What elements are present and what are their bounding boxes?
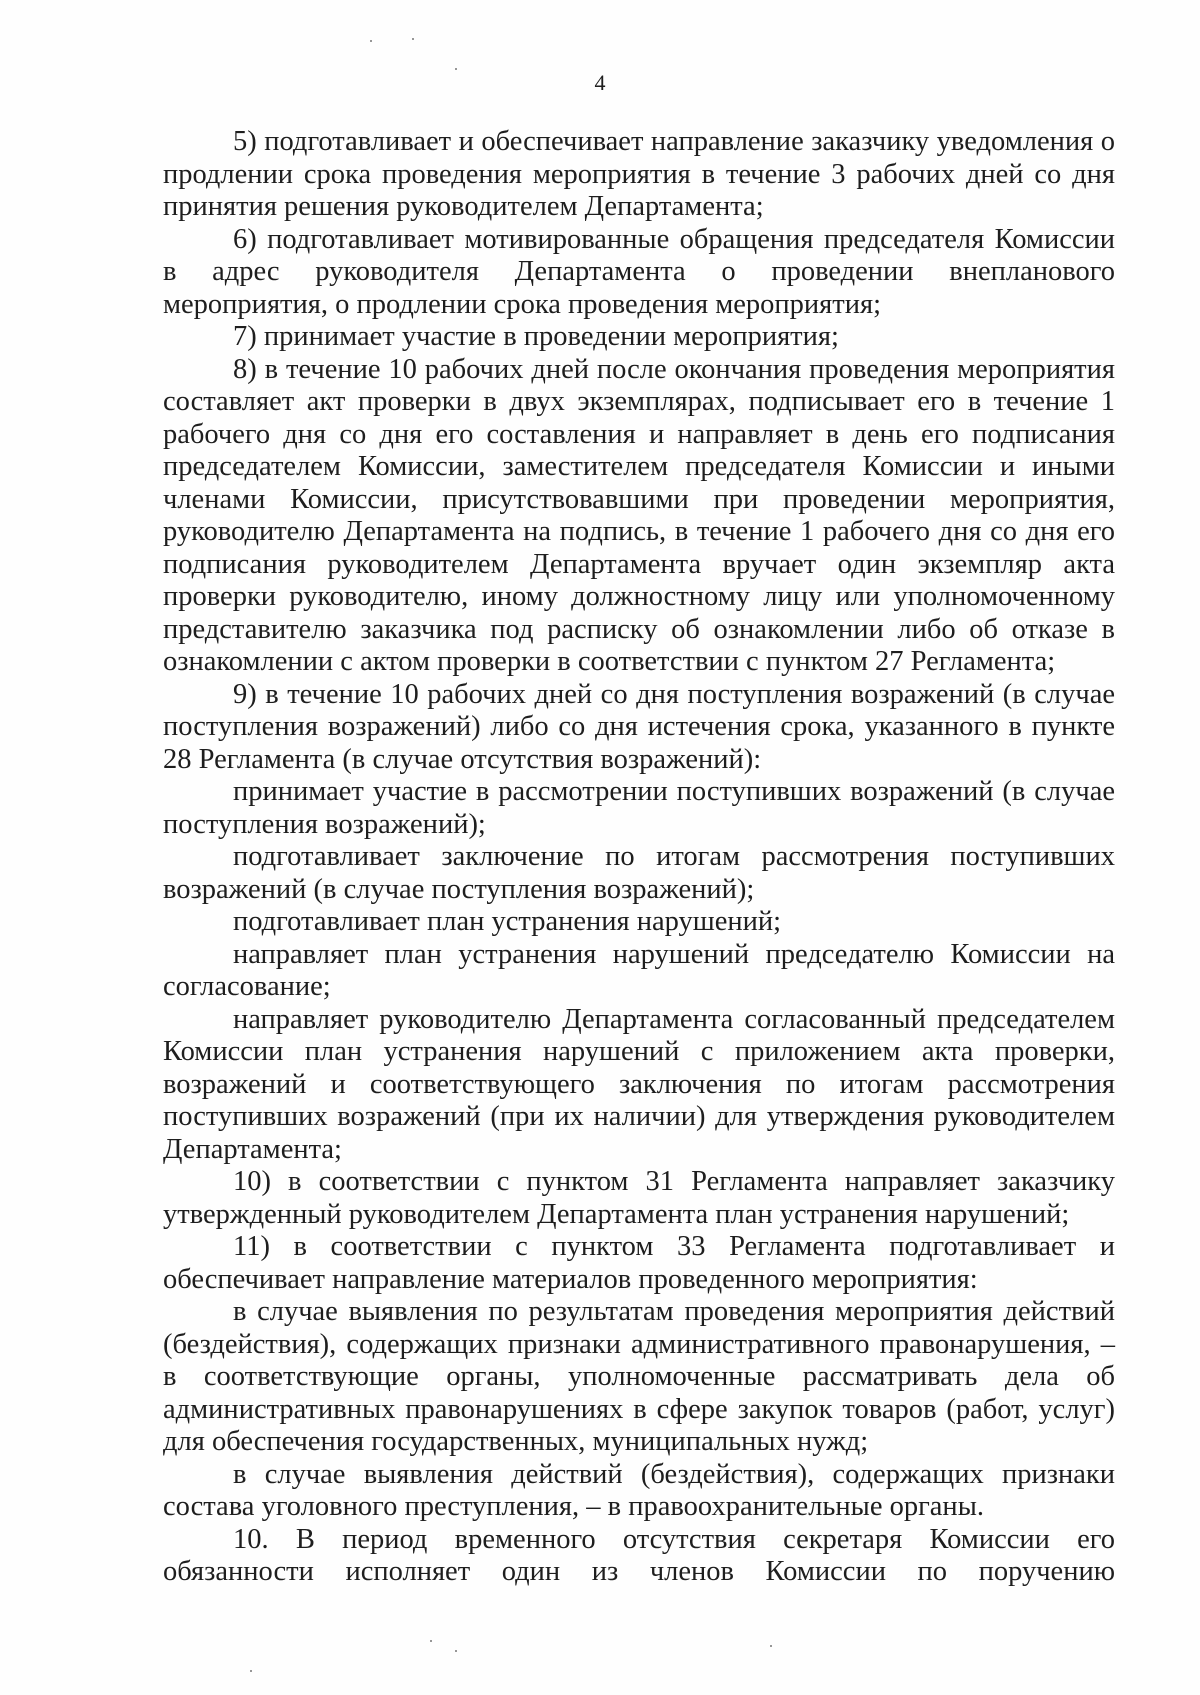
paragraph-subitem-plan: подготавливает план устранения нарушений;: [233, 906, 782, 937]
scan-speck: [250, 1670, 252, 1672]
paragraph-subitem-administrative: в случае выявления по результатам проведения мероприятия действий (бездействия), содержащих признаки административного правонарушения, – в соответствующие органы, уполномоченные рассматривать дела об административных правонарушениях в сфере закупок товаров (работ, услуг) для обеспечения государственных, муниципальных нужд;: [163, 1296, 1115, 1457]
paragraph-item-8: 8) в течение 10 рабочих дней после окончания проведения мероприятия составляет акт проверки в двух экземплярах, подписывает его в течение 1 рабочего дня со дня его составления и направляет в день его подписания председателем Комиссии, заместителем председателя Комиссии и иными членами Комиссии, присутствовавшими при проведении мероприятия, руководителю Департамента на подпись, в течение 1 рабочего дня со дня его подписания руководителем Департамента вручает один экземпляр акта проверки руководителю, иному должностному лицу или уполномоченному представителю заказчика под расписку об ознакомлении либо об отказе в ознакомлении с актом проверки в соответствии с пунктом 27 Регламента;: [163, 353, 1115, 677]
paragraph-subitem-conclusion: подготавливает заключение по итогам рассмотрения поступивших возражений (в случае поступления возражений);: [163, 841, 1115, 905]
page-number: 4: [594, 70, 606, 95]
scan-speck: [430, 1640, 432, 1642]
paragraph-subitem-criminal: в случае выявления действий (бездействия), содержащих признаки состава уголовного преступления, – в правоохранительные органы.: [163, 1458, 1115, 1522]
scan-speck: [370, 40, 372, 42]
paragraph-item-9: 9) в течение 10 рабочих дней со дня поступления возражений (в случае поступления возражений) либо со дня истечения срока, указанного в пункте 28 Регламента (в случае отсутствия возражений):: [163, 678, 1115, 775]
paragraph-item-7: 7) принимает участие в проведении мероприятия;: [233, 321, 839, 352]
paragraph-item-10: 10) в соответствии с пунктом 31 Регламента направляет заказчику утвержденный руководителем Департамента план устранения нарушений;: [163, 1166, 1115, 1230]
document-body: [163, 126, 1115, 1589]
paragraph-item-11: 11) в соответствии с пунктом 33 Регламента подготавливает и обеспечивает направление материалов проведенного мероприятия:: [163, 1231, 1115, 1295]
paragraph-clause-10: 10. В период временного отсутствия секретаря Комиссии его обязанности исполняет один из членов Комиссии по поручению: [163, 1523, 1115, 1587]
scan-speck: [770, 1645, 772, 1647]
scan-speck: [412, 38, 414, 40]
paragraph-subitem-plan-to-head: направляет руководителю Департамента согласованный председателем Комиссии план устранения нарушений с приложением акта проверки, возражений и соответствующего заключения по итогам рассмотрения поступивших возражений (при их наличии) для утверждения руководителем Департамента;: [163, 1003, 1115, 1165]
paragraph-item-5: 5) подготавливает и обеспечивает направление заказчику уведомления о продлении срока проведения мероприятия в течение 3 рабочих дней со дня принятия решения руководителем Департамента;: [163, 126, 1115, 222]
scan-speck: [455, 68, 457, 70]
scan-speck: [455, 1650, 457, 1652]
paragraph-subitem-plan-approval: направляет план устранения нарушений председателю Комиссии на согласование;: [163, 938, 1115, 1002]
paragraph-item-6: 6) подготавливает мотивированные обращения председателя Комиссии в адрес руководителя Департамента о проведении внепланового мероприятия, о продлении срока проведения мероприятия;: [163, 223, 1115, 320]
paragraph-subitem-objections-review: принимает участие в рассмотрении поступивших возражений (в случае поступления возражений);: [163, 776, 1115, 840]
